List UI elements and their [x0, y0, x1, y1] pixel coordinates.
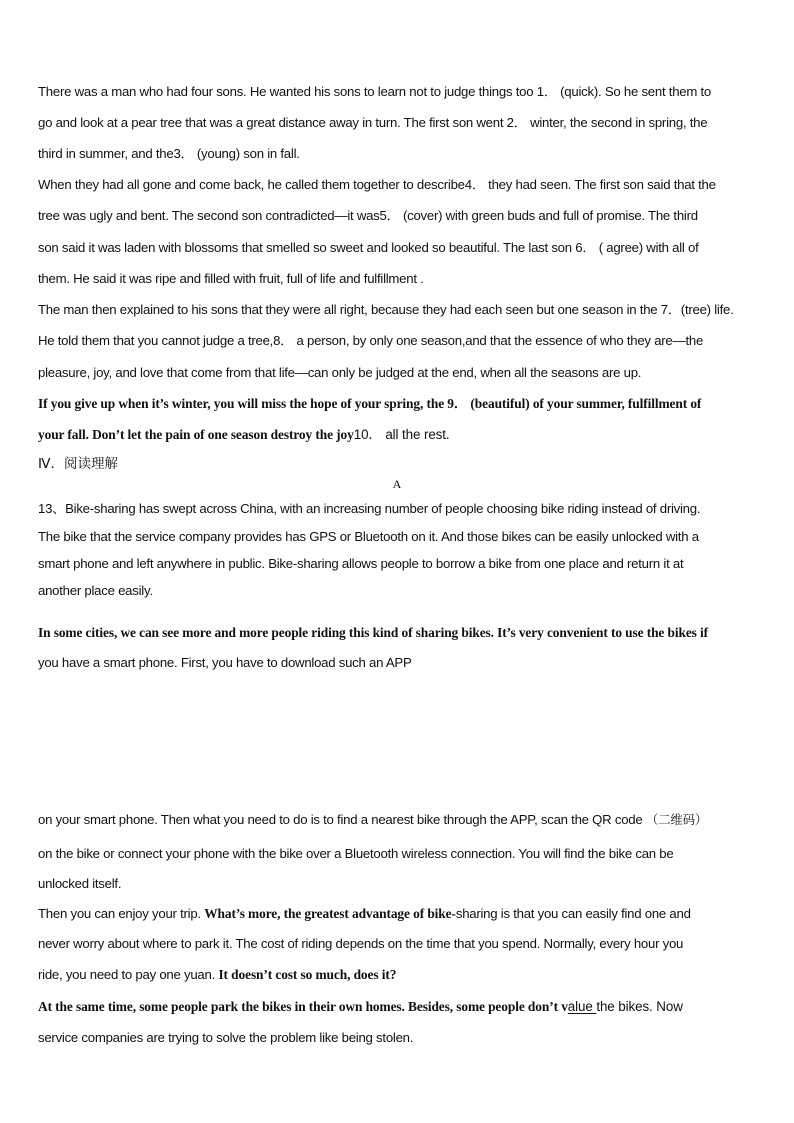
- passage-line: 13、Bike-sharing has swept across China, with an increasing number of people choosing bike riding instead of driving.: [38, 501, 701, 516]
- passage-text: on your smart phone. Then what you need to do is to find a nearest bike through the APP, scan the QR code: [38, 812, 646, 827]
- chinese-gloss: （二维码）: [645, 812, 708, 827]
- passage-line: [38, 426, 450, 444]
- passage-line: The man then explained to his sons that they were all right, because they had each seen but one season in the 7．(tree) life.: [38, 302, 734, 317]
- passage-line: In some cities, we can see more and more people riding this kind of sharing bikes. It’s very convenient to use the bikes if: [38, 625, 709, 640]
- passage-line: you have a smart phone. First, you have to download such an APP: [38, 655, 412, 670]
- passage-text: ride, you need to pay one yuan.: [38, 967, 219, 982]
- passage-text: the bikes. Now: [596, 999, 683, 1014]
- passage-line: never worry about where to park it. The cost of riding depends on the time that you spend. Normally, every hour you: [38, 936, 684, 951]
- passage-line: He told them that you cannot judge a tree,8． a person, by only one season,and that the essence of who they are—the: [38, 333, 704, 348]
- passage-letter: A: [392, 477, 402, 491]
- passage-line: The bike that the service company provides has GPS or Bluetooth on it. And those bikes can be easily unlocked with a: [38, 529, 699, 544]
- passage-line: unlocked itself.: [38, 876, 122, 891]
- passage-text: Then you can enjoy your trip.: [38, 906, 205, 921]
- passage-line: on the bike or connect your phone with the bike over a Bluetooth wireless connection. You will find the bike can be: [38, 846, 674, 861]
- passage-line: them. He said it was ripe and filled with fruit, full of life and fulfillment .: [38, 271, 424, 286]
- passage-line: son said it was laden with blossoms that smelled so sweet and looked so beautiful. The last son 6． ( agree) with all of: [38, 240, 699, 255]
- underlined-word: alue: [567, 999, 597, 1014]
- passage-line: pleasure, joy, and love that come from that life—can only be judged at the end, when all the seasons are up.: [38, 365, 642, 380]
- passage-line: third in summer, and the3． (young) son in fall.: [38, 146, 300, 161]
- section-heading: Ⅳ．阅读理解: [38, 456, 118, 471]
- passage-text: What’s more, the greatest advantage of bike-: [204, 906, 456, 921]
- passage-line: smart phone and left anywhere in public. Bike-sharing allows people to borrow a bike from one place and return it at: [38, 556, 684, 571]
- passage-line: tree was ugly and bent. The second son contradicted—it was5． (cover) with green buds and full of promise. The third: [38, 208, 698, 223]
- passage-text: At the same time, some people park the bikes in their own homes. Besides, some people don’t v: [38, 999, 568, 1014]
- passage-line: There was a man who had four sons. He wanted his sons to learn not to judge things too 1． (quick). So he sent them to: [38, 84, 712, 99]
- passage-text: 10． all the rest.: [353, 427, 450, 442]
- passage-line: [38, 998, 683, 1016]
- passage-line: When they had all gone and come back, he called them together to describe4． they had seen. The first son said that the: [38, 177, 716, 192]
- passage-line: [38, 811, 707, 829]
- passage-line: [38, 966, 396, 984]
- passage-text: It doesn’t cost so much, does it?: [218, 967, 397, 982]
- passage-line: If you give up when it’s winter, you will miss the hope of your spring, the 9． (beautiful) of your summer, fulfillment of: [38, 396, 702, 411]
- passage-text: sharing is that you can easily find one and: [455, 906, 691, 921]
- passage-line: another place easily.: [38, 583, 153, 598]
- passage-line: go and look at a pear tree that was a great distance away in turn. The first son went 2． winter, the second in spring, the: [38, 115, 708, 130]
- passage-text: your fall. Don’t let the pain of one season destroy the joy: [38, 427, 354, 442]
- passage-line: service companies are trying to solve the problem like being stolen.: [38, 1030, 414, 1045]
- passage-line: [38, 905, 691, 923]
